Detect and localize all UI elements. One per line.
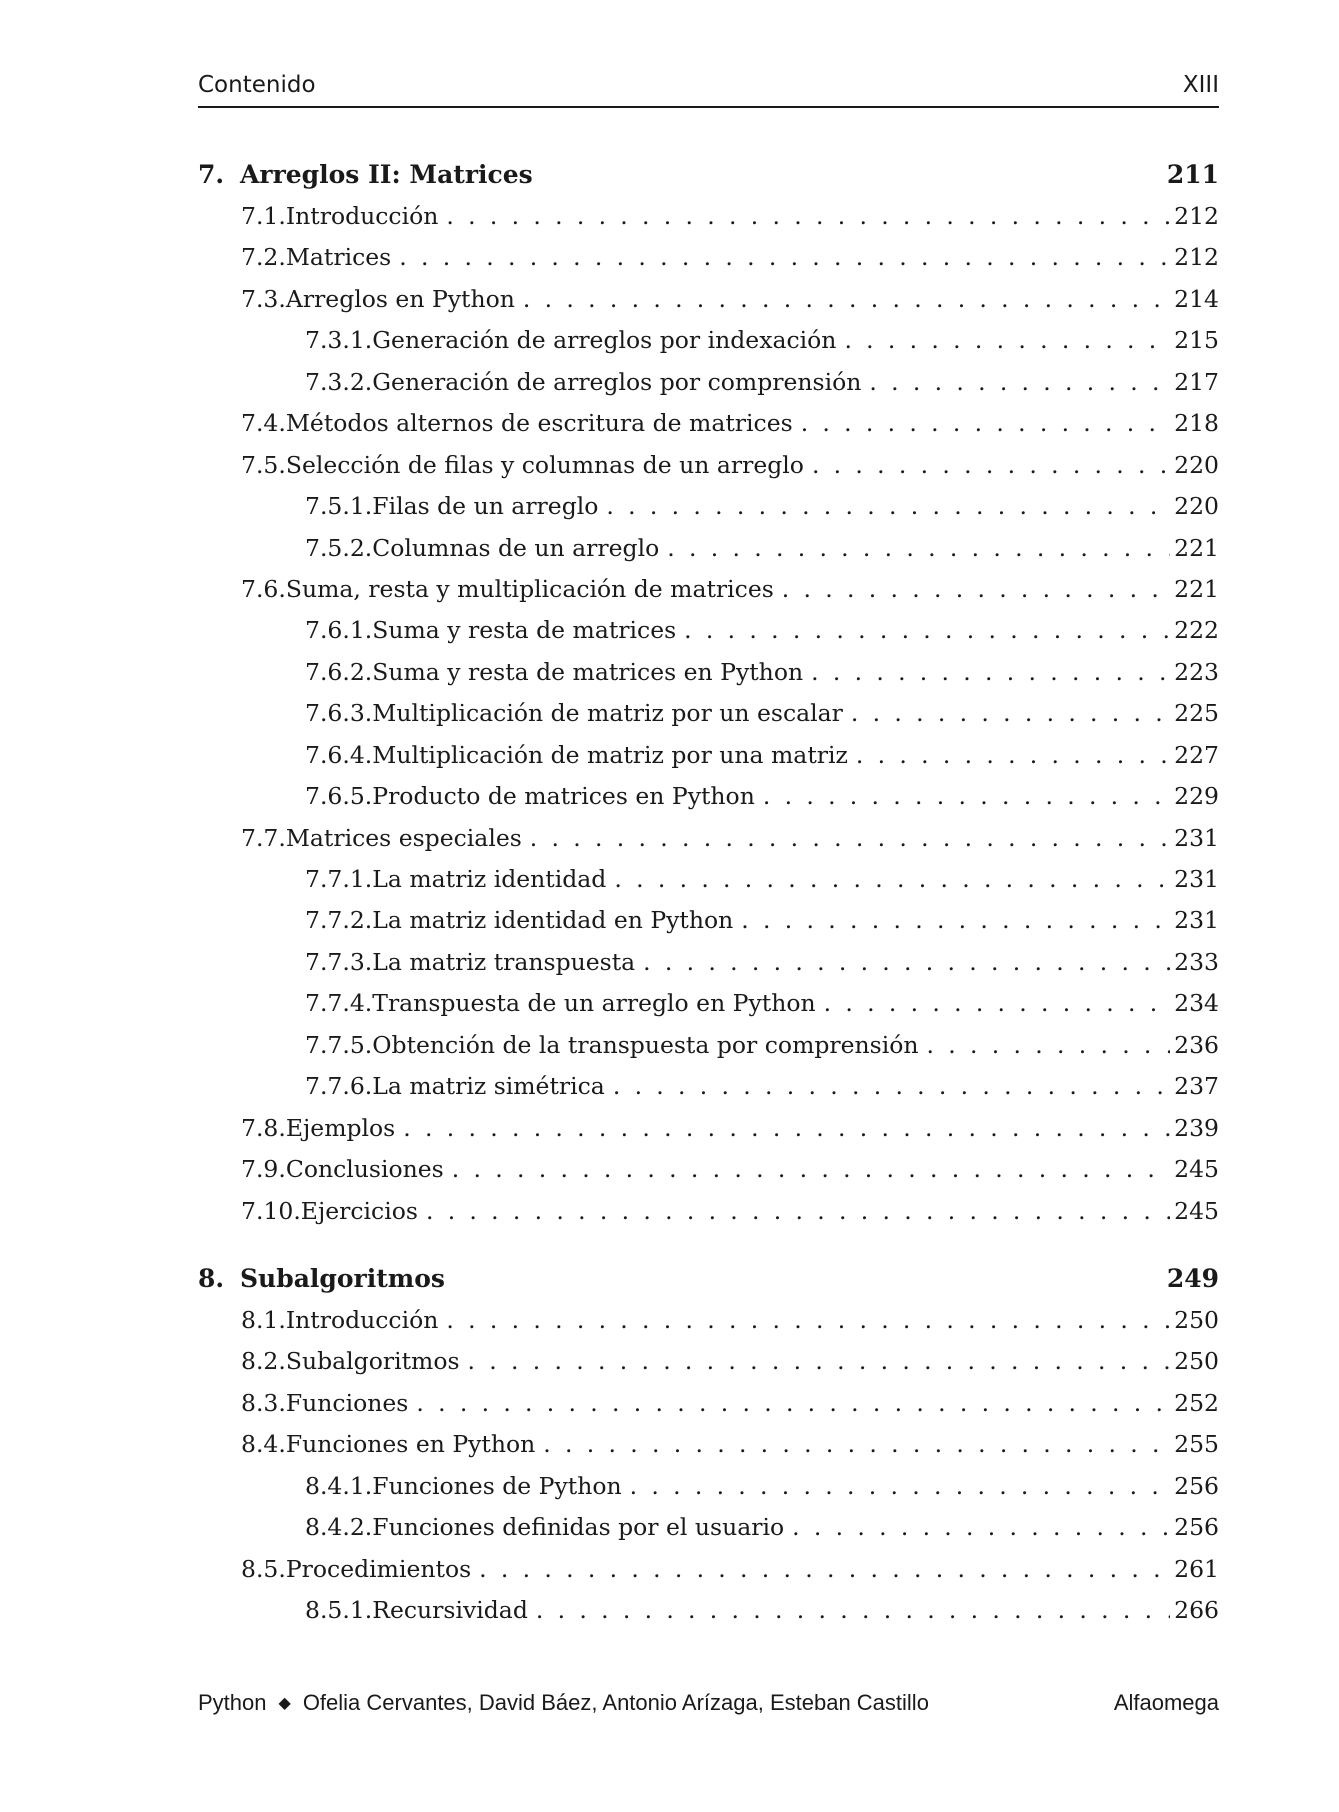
toc-page-number: 255 bbox=[1174, 1430, 1219, 1459]
toc-page-number: 215 bbox=[1174, 326, 1219, 355]
toc-section[interactable] bbox=[198, 1555, 1219, 1596]
page-header bbox=[198, 72, 1219, 108]
toc-number: 7.5. bbox=[241, 450, 286, 479]
toc-title: Funciones en Python bbox=[285, 1430, 536, 1459]
toc-section[interactable] bbox=[198, 824, 1219, 865]
toc-page-number: 234 bbox=[1174, 989, 1219, 1018]
toc-title: Generación de arreglos por comprensión bbox=[372, 367, 862, 396]
toc-page-number: 212 bbox=[1174, 243, 1219, 272]
footer-credits bbox=[198, 1690, 929, 1716]
toc-number: 7.6.5. bbox=[305, 782, 373, 811]
footer-publisher: Alfaomega bbox=[1113, 1690, 1219, 1715]
dot-leader bbox=[782, 575, 1170, 603]
dot-leader bbox=[927, 1031, 1171, 1059]
dot-leader bbox=[643, 948, 1170, 976]
toc-subsection[interactable] bbox=[198, 616, 1219, 657]
toc-number: 7.7.3. bbox=[305, 947, 373, 976]
dot-leader bbox=[446, 202, 1170, 230]
toc-title: Selección de filas y columnas de un arreglo bbox=[285, 450, 804, 479]
toc-title: Arreglos II: Matrices bbox=[240, 160, 533, 189]
toc-subsection[interactable] bbox=[198, 699, 1219, 740]
toc-title: Introducción bbox=[285, 202, 439, 230]
toc-page-number: 214 bbox=[1174, 284, 1219, 313]
toc-page-number: 223 bbox=[1174, 657, 1219, 686]
toc-page-number: 250 bbox=[1174, 1305, 1219, 1334]
toc-page-number: 231 bbox=[1174, 906, 1219, 935]
toc-number: 7.3. bbox=[241, 284, 286, 313]
toc-subsection[interactable] bbox=[198, 906, 1219, 947]
toc-subsection[interactable] bbox=[198, 782, 1219, 823]
dot-leader bbox=[741, 906, 1170, 934]
toc-subsection[interactable] bbox=[198, 741, 1219, 782]
toc-title: Funciones de Python bbox=[372, 1471, 622, 1500]
toc-page-number: 252 bbox=[1174, 1388, 1219, 1417]
toc-title: Funciones definidas por el usuario bbox=[372, 1513, 785, 1542]
toc-page-number: 220 bbox=[1174, 450, 1219, 479]
toc-page-number: 236 bbox=[1174, 1030, 1219, 1059]
toc-title: Obtención de la transpuesta por comprensión bbox=[372, 1030, 919, 1059]
dot-leader bbox=[684, 616, 1170, 644]
toc-page-number: 227 bbox=[1174, 740, 1219, 769]
toc-section[interactable] bbox=[198, 1197, 1219, 1238]
footer-book-title: Python bbox=[198, 1690, 267, 1715]
dot-leader bbox=[792, 1513, 1170, 1541]
toc-page-number: 222 bbox=[1174, 616, 1219, 645]
toc-section[interactable] bbox=[198, 243, 1219, 284]
dot-leader bbox=[446, 1306, 1170, 1334]
dot-leader bbox=[812, 451, 1170, 479]
dot-leader bbox=[416, 1389, 1170, 1417]
toc-title: Producto de matrices en Python bbox=[372, 782, 755, 811]
diamond-bullet-icon: ◆ bbox=[278, 1695, 291, 1712]
toc-page-number: 231 bbox=[1174, 865, 1219, 893]
toc-title: Introducción bbox=[285, 1305, 439, 1334]
toc-title: Suma y resta de matrices bbox=[372, 616, 677, 645]
toc-title: Suma y resta de matrices en Python bbox=[372, 657, 804, 686]
toc-page-number: 217 bbox=[1174, 367, 1219, 396]
toc-number: 7.7.6. bbox=[305, 1072, 373, 1101]
toc-section[interactable] bbox=[198, 451, 1219, 492]
toc-number: 7.1. bbox=[241, 202, 286, 230]
dot-leader bbox=[543, 1430, 1170, 1458]
toc-number: 7.4. bbox=[241, 409, 286, 438]
toc-subsection[interactable] bbox=[198, 989, 1219, 1030]
toc-page-number: 250 bbox=[1174, 1347, 1219, 1376]
toc-number: 7.3.2. bbox=[305, 367, 373, 396]
toc-number: 7.7.5. bbox=[305, 1030, 373, 1059]
toc-page-number: 249 bbox=[1166, 1263, 1219, 1293]
toc-number: 7.6.1. bbox=[305, 616, 373, 645]
dot-leader bbox=[479, 1555, 1170, 1583]
dot-leader bbox=[667, 534, 1170, 562]
toc-title: Columnas de un arreglo bbox=[372, 533, 660, 562]
toc-section[interactable] bbox=[198, 1155, 1219, 1196]
toc-number: 8.5. bbox=[241, 1554, 286, 1583]
toc-title: La matriz simétrica bbox=[372, 1072, 605, 1101]
toc-title: Multiplicación de matriz por una matriz bbox=[372, 740, 848, 769]
dot-leader bbox=[606, 492, 1170, 520]
toc-subsection[interactable] bbox=[198, 534, 1219, 575]
toc-page-number: 256 bbox=[1174, 1513, 1219, 1542]
toc-number: 7.8. bbox=[241, 1113, 286, 1142]
toc-section[interactable] bbox=[198, 202, 1219, 243]
toc-number: 8.4.2. bbox=[305, 1513, 373, 1542]
toc-number: 7.6.2. bbox=[305, 657, 373, 686]
toc-number: 7.9. bbox=[241, 1155, 286, 1184]
toc-section[interactable] bbox=[198, 285, 1219, 326]
toc-title: Transpuesta de un arreglo en Python bbox=[372, 989, 816, 1018]
toc-title: Generación de arreglos por indexación bbox=[372, 326, 837, 355]
toc-title: La matriz identidad bbox=[372, 865, 607, 893]
dot-leader bbox=[811, 658, 1170, 686]
toc-subsection[interactable] bbox=[198, 326, 1219, 367]
toc-subsection[interactable] bbox=[198, 1472, 1219, 1513]
header-section-title: Contenido bbox=[198, 72, 316, 98]
toc-title: Recursividad bbox=[372, 1596, 528, 1624]
toc-number: 7.2. bbox=[241, 243, 286, 272]
toc-title: Conclusiones bbox=[285, 1155, 444, 1184]
dot-leader bbox=[614, 865, 1170, 893]
toc-page-number: 237 bbox=[1174, 1072, 1219, 1101]
dot-leader bbox=[824, 989, 1171, 1017]
table-of-contents bbox=[198, 160, 1219, 1637]
toc-subsection[interactable] bbox=[198, 492, 1219, 533]
toc-number: 7.7.1. bbox=[305, 865, 373, 893]
dot-leader bbox=[844, 326, 1170, 354]
toc-number: 8.5.1. bbox=[305, 1596, 373, 1624]
toc-title: Arreglos en Python bbox=[285, 284, 515, 313]
toc-subsection[interactable] bbox=[198, 865, 1219, 906]
toc-number: 7.5.2. bbox=[305, 533, 373, 562]
toc-page-number: 266 bbox=[1174, 1596, 1219, 1624]
toc-title: Subalgoritmos bbox=[285, 1347, 460, 1376]
toc-chapter[interactable] bbox=[198, 160, 1219, 202]
toc-section[interactable] bbox=[198, 409, 1219, 450]
toc-number: 7.5.1. bbox=[305, 492, 373, 521]
toc-section[interactable] bbox=[198, 1389, 1219, 1430]
toc-title: La matriz identidad en Python bbox=[372, 906, 734, 935]
toc-number: 7. bbox=[198, 160, 225, 189]
toc-subsection[interactable] bbox=[198, 1031, 1219, 1072]
toc-page-number: 229 bbox=[1174, 782, 1219, 811]
toc-title: Subalgoritmos bbox=[240, 1263, 445, 1293]
dot-leader bbox=[523, 285, 1170, 313]
toc-subsection[interactable] bbox=[198, 1596, 1219, 1637]
toc-subsection[interactable] bbox=[198, 658, 1219, 699]
toc-page-number: 233 bbox=[1174, 947, 1219, 976]
toc-number: 8.4. bbox=[241, 1430, 286, 1459]
dot-leader bbox=[536, 1596, 1170, 1624]
toc-number: 7.7.2. bbox=[305, 906, 373, 935]
toc-section[interactable] bbox=[198, 575, 1219, 616]
toc-section[interactable] bbox=[198, 1306, 1219, 1347]
dot-leader bbox=[630, 1472, 1171, 1500]
toc-page-number: 261 bbox=[1174, 1554, 1219, 1583]
toc-number: 8.4.1. bbox=[305, 1471, 373, 1500]
toc-page-number: 245 bbox=[1174, 1155, 1219, 1184]
dot-leader bbox=[452, 1155, 1170, 1183]
toc-section[interactable] bbox=[198, 1430, 1219, 1471]
toc-number: 7.6.3. bbox=[305, 699, 373, 728]
toc-title: Multiplicación de matriz por un escalar bbox=[372, 699, 843, 728]
dot-leader bbox=[468, 1347, 1171, 1375]
toc-title: Ejercicios bbox=[300, 1196, 418, 1225]
header-page-number: XIII bbox=[1182, 72, 1219, 98]
toc-number: 7.7. bbox=[241, 823, 286, 852]
dot-leader bbox=[801, 409, 1170, 437]
toc-section[interactable] bbox=[198, 1347, 1219, 1388]
footer-authors: Ofelia Cervantes, David Báez, Antonio Arízaga, Esteban Castillo bbox=[302, 1690, 929, 1715]
toc-number: 8. bbox=[198, 1263, 225, 1293]
dot-leader bbox=[613, 1072, 1170, 1100]
toc-subsection[interactable] bbox=[198, 1513, 1219, 1554]
dot-leader bbox=[856, 741, 1170, 769]
dot-leader bbox=[869, 368, 1170, 396]
toc-page-number: 221 bbox=[1174, 533, 1219, 562]
toc-number: 7.10. bbox=[241, 1196, 301, 1225]
toc-title: Matrices bbox=[285, 243, 392, 272]
toc-title: Matrices especiales bbox=[285, 823, 522, 852]
dot-leader bbox=[530, 824, 1170, 852]
toc-number: 7.6. bbox=[241, 574, 286, 603]
toc-page-number: 231 bbox=[1174, 823, 1219, 852]
dot-leader bbox=[851, 699, 1170, 727]
toc-subsection[interactable] bbox=[198, 368, 1219, 409]
toc-title: Métodos alternos de escritura de matrices bbox=[285, 409, 793, 438]
toc-page-number: 211 bbox=[1166, 160, 1219, 189]
toc-page-number: 221 bbox=[1174, 574, 1219, 603]
toc-title: Procedimientos bbox=[285, 1554, 472, 1583]
toc-title: Ejemplos bbox=[285, 1113, 396, 1142]
toc-section[interactable] bbox=[198, 1114, 1219, 1155]
dot-leader bbox=[426, 1197, 1170, 1225]
toc-subsection[interactable] bbox=[198, 1072, 1219, 1113]
toc-page-number: 245 bbox=[1174, 1196, 1219, 1225]
toc-page-number: 256 bbox=[1174, 1471, 1219, 1500]
toc-number: 7.3.1. bbox=[305, 326, 373, 355]
toc-number: 8.2. bbox=[241, 1347, 286, 1376]
dot-leader bbox=[763, 782, 1170, 810]
toc-page-number: 212 bbox=[1174, 202, 1219, 230]
toc-subsection[interactable] bbox=[198, 948, 1219, 989]
toc-chapter[interactable] bbox=[198, 1264, 1219, 1306]
toc-page-number: 225 bbox=[1174, 699, 1219, 728]
dot-leader bbox=[399, 243, 1170, 271]
toc-title: Funciones bbox=[285, 1388, 409, 1417]
toc-page-number: 220 bbox=[1174, 492, 1219, 521]
toc-page-number: 218 bbox=[1174, 409, 1219, 438]
toc-number: 8.3. bbox=[241, 1388, 286, 1417]
toc-title: Suma, resta y multiplicación de matrices bbox=[285, 574, 774, 603]
toc-title: La matriz transpuesta bbox=[372, 947, 636, 976]
toc-number: 7.6.4. bbox=[305, 740, 373, 769]
toc-number: 7.7.4. bbox=[305, 989, 373, 1018]
toc-page-number: 239 bbox=[1174, 1113, 1219, 1142]
dot-leader bbox=[403, 1114, 1170, 1142]
toc-title: Filas de un arreglo bbox=[372, 492, 599, 521]
toc-number: 8.1. bbox=[241, 1305, 286, 1334]
